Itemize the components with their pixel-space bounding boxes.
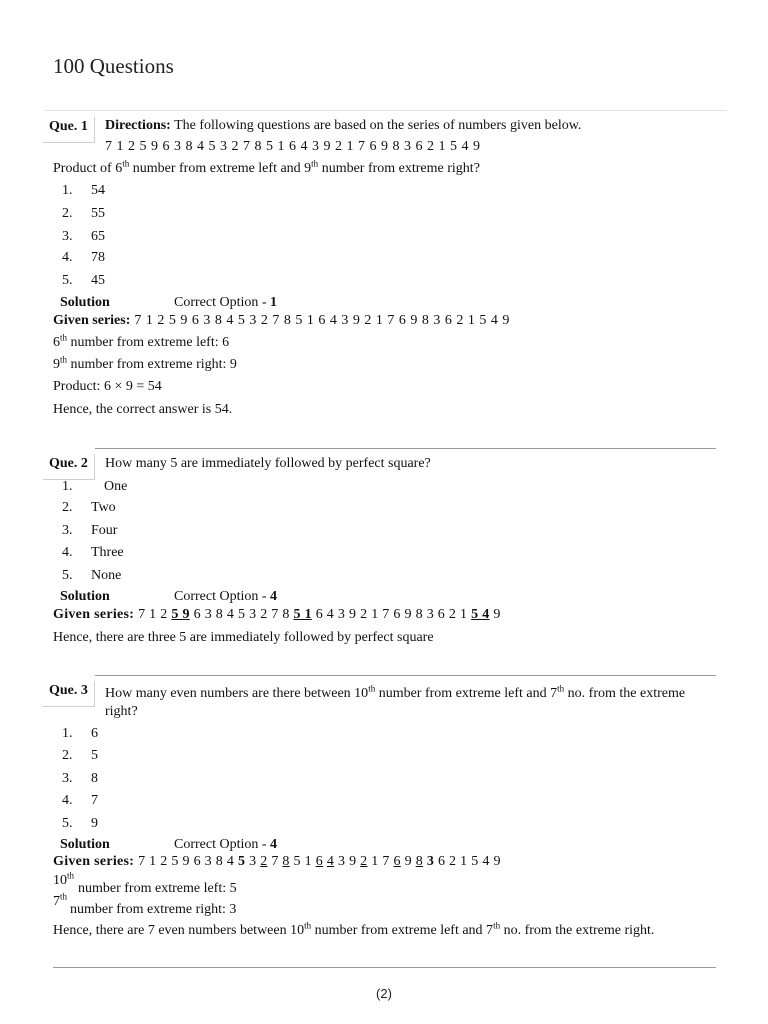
solution-label: Solution bbox=[60, 589, 110, 604]
correct-option: Correct Option - 4 bbox=[174, 837, 278, 852]
solution-label: Solution bbox=[60, 837, 110, 852]
directions bbox=[105, 117, 581, 135]
solution-conclusion: Hence, there are three 5 are immediately followed by perfect square bbox=[53, 630, 434, 645]
solution-line: 10th bbox=[53, 870, 75, 888]
question-label: Que. 3 bbox=[43, 681, 95, 707]
top-divider bbox=[45, 110, 726, 111]
directions-label: Directions: bbox=[105, 118, 171, 133]
footer-divider bbox=[53, 967, 716, 968]
question-separator bbox=[95, 675, 716, 676]
directions-text: The following questions are based on the series of numbers given below. bbox=[170, 118, 582, 133]
solution-line: 7th bbox=[53, 891, 68, 909]
given-series: Given series: 7 1 2 5 9 6 3 8 4 5 3 2 7 8 5 1 6 4 3 9 2 1 7 6 9 8 3 6 2 1 5 4 9 bbox=[53, 854, 501, 869]
given-series: Given series: 7 1 2 5 9 6 3 8 4 5 3 2 7 8 5 1 6 4 3 9 2 1 7 6 9 8 3 6 2 1 5 4 9 bbox=[53, 607, 501, 622]
solution-conclusion: Hence, there are 7 even numbers between 10th number from extreme left and 7th no. from the extreme right. bbox=[53, 920, 655, 938]
question-text: How many even numbers are there between 10th number from extreme left and 7th no. from the extreme bbox=[105, 683, 686, 701]
correct-option: Correct Option - 4 bbox=[174, 589, 278, 604]
question-text: How many 5 are immediately followed by perfect square? bbox=[105, 456, 431, 471]
page-title: 100 Questions bbox=[53, 54, 174, 78]
solution-label: Solution bbox=[60, 295, 110, 310]
number-series: 7 1 2 5 9 6 3 8 4 5 3 2 7 8 5 1 6 4 3 9 2 1 7 6 9 8 3 6 2 1 5 4 9 bbox=[105, 139, 481, 154]
question-separator bbox=[95, 448, 716, 449]
question-text-continued: right? bbox=[105, 704, 138, 719]
solution-line-text: number from extreme right: 3 bbox=[70, 902, 237, 917]
solution-line-text: number from extreme left: 5 bbox=[78, 881, 237, 896]
solution-line: 9th number from extreme right: 9 bbox=[53, 354, 237, 372]
question-label: Que. 1 bbox=[43, 117, 95, 143]
question-text: Product of 6th number from extreme left and 9th number from extreme right? bbox=[53, 158, 480, 176]
correct-option: Correct Option - 1 bbox=[174, 295, 278, 310]
solution-line: Product: 6 × 9 = 54 bbox=[53, 379, 162, 394]
solution-line: 6th number from extreme left: 6 bbox=[53, 332, 230, 350]
question-label: Que. 2 bbox=[43, 454, 95, 480]
solution-conclusion: Hence, the correct answer is 54. bbox=[53, 402, 233, 417]
page-number: (2) bbox=[376, 986, 392, 1001]
given-series: Given series: 7 1 2 5 9 6 3 8 4 5 3 2 7 8 5 1 6 4 3 9 2 1 7 6 9 8 3 6 2 1 5 4 9 bbox=[53, 313, 510, 328]
